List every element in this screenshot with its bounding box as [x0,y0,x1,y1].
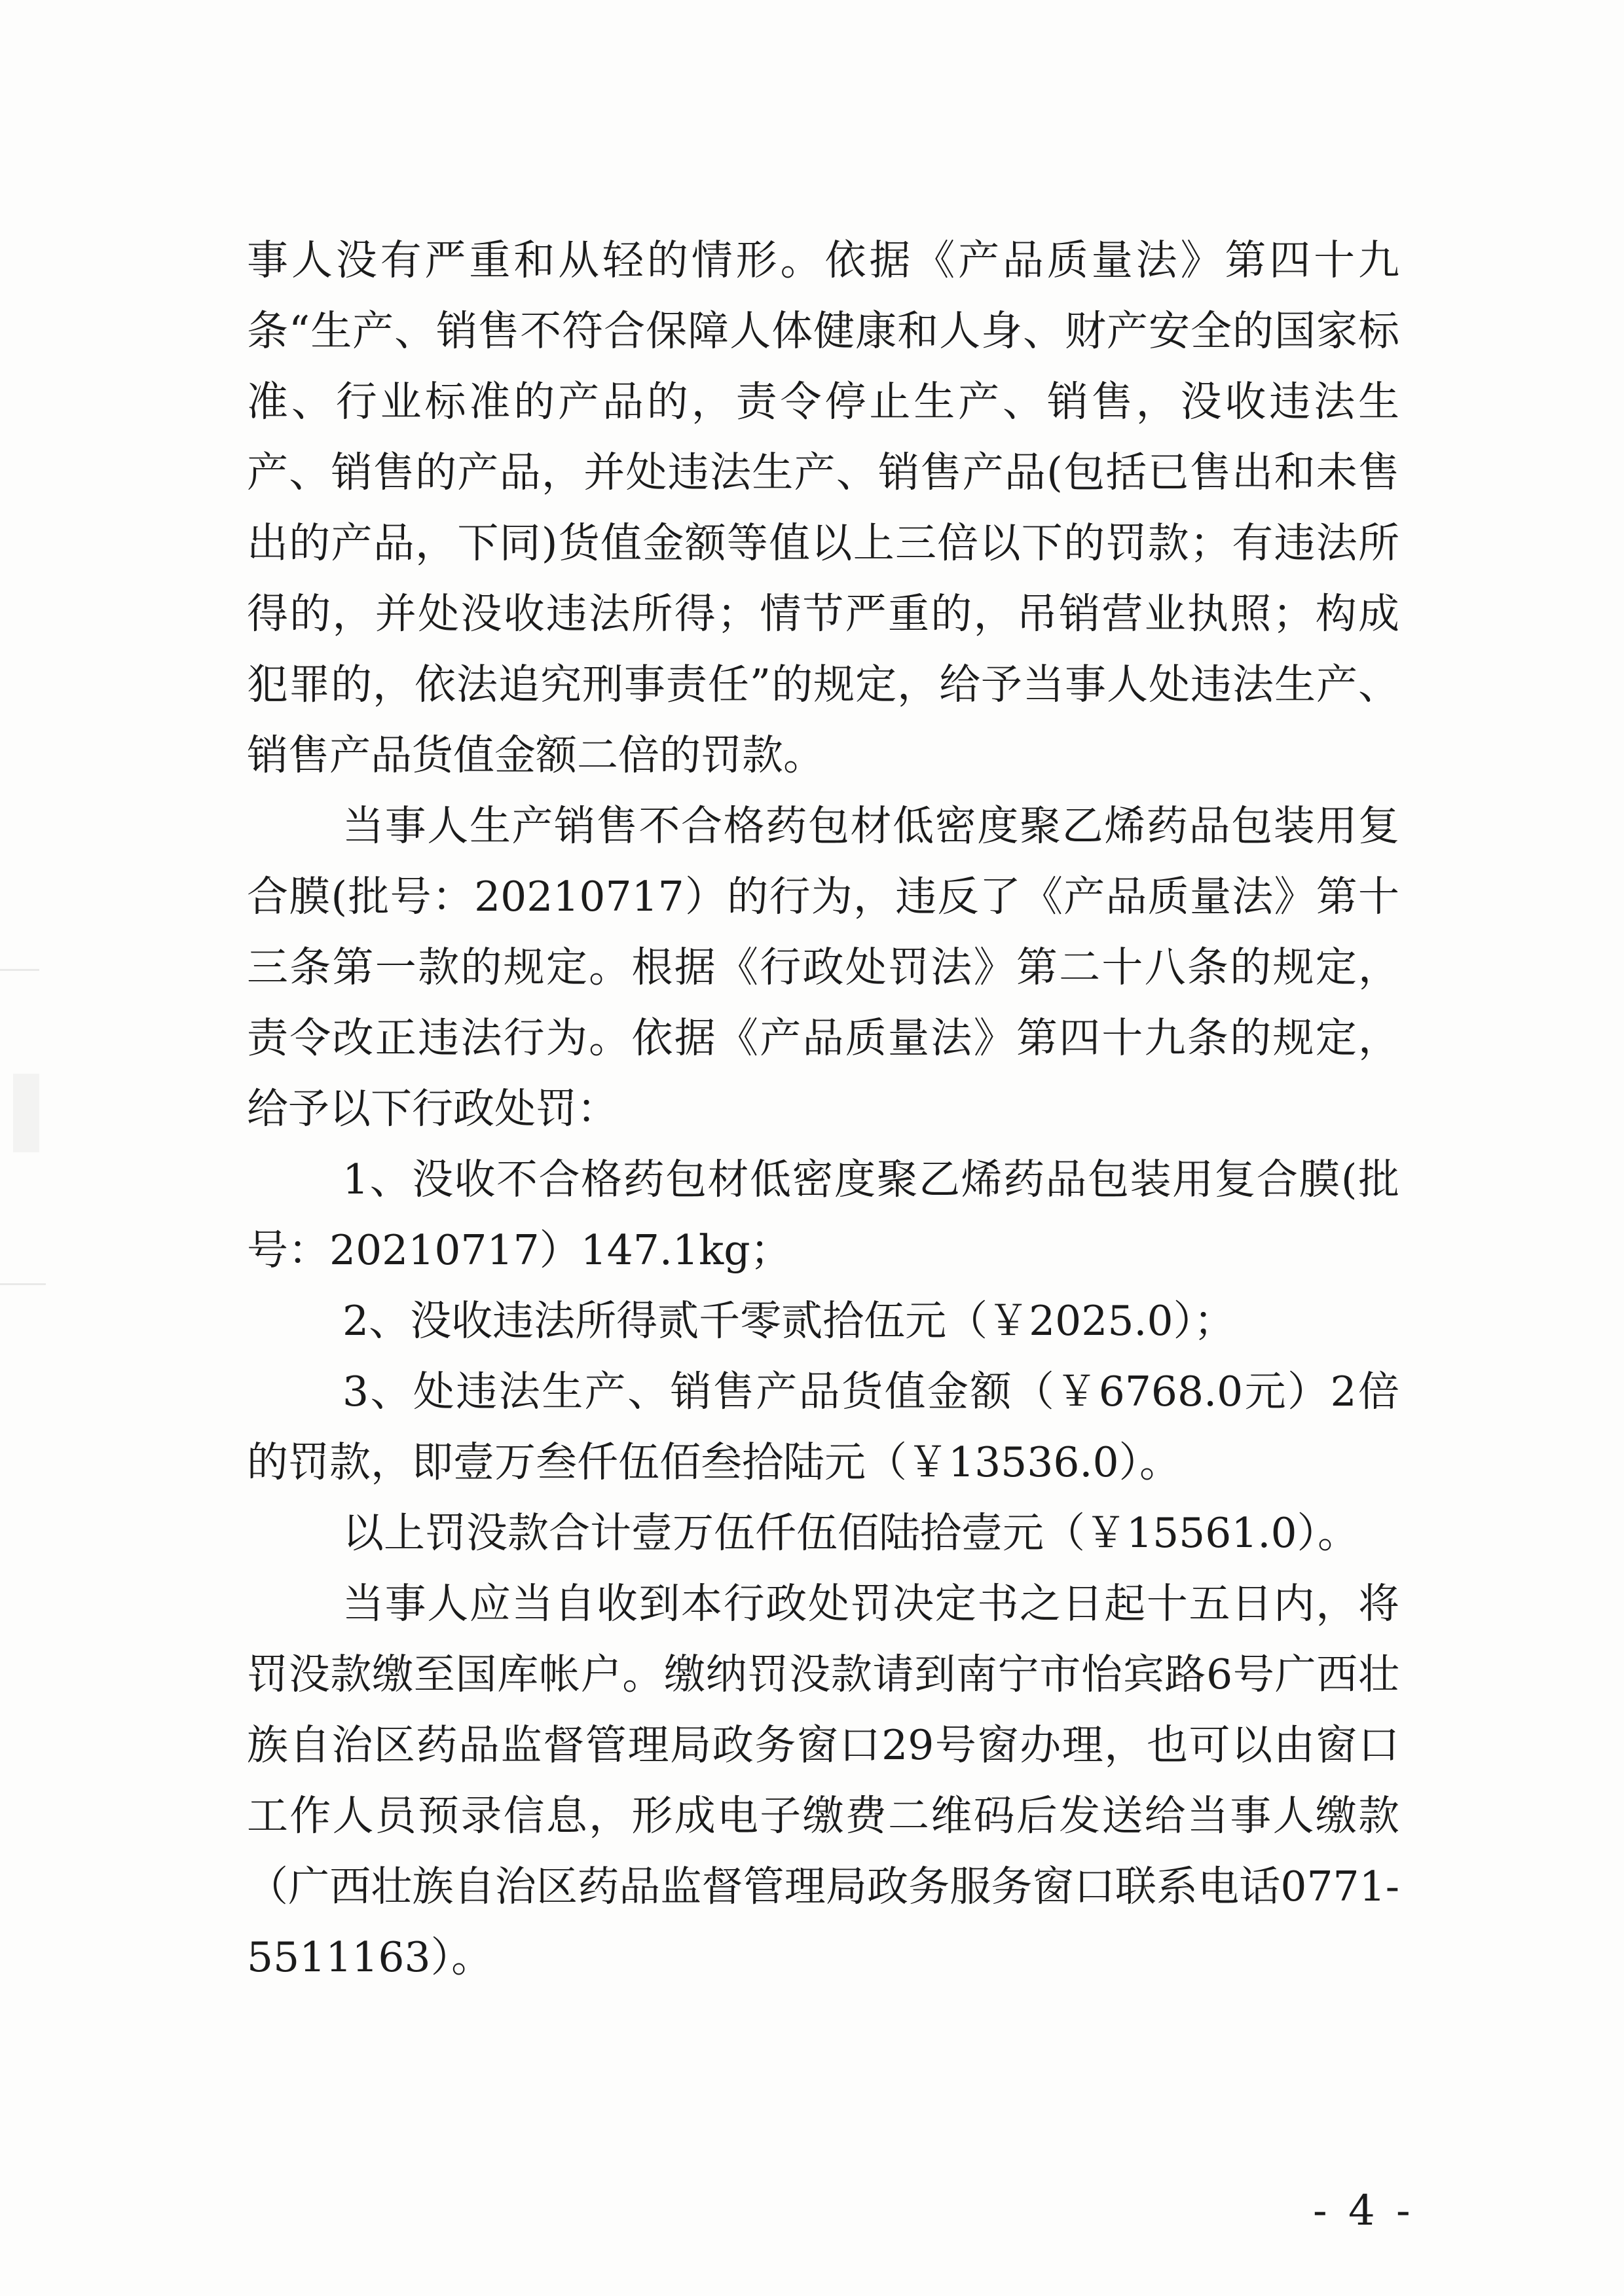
scan-artifact-mark [0,969,39,971]
penalty-total: 以上罚没款合计壹万伍仟伍佰陆拾壹元（￥15561.0）。 [342,1509,1359,1557]
paragraph: 事人没有严重和从轻的情形。依据《产品质量法》第四十九条“生产、销售不符合保障人体健康和人身、财产安全的国家标准、行业标准的产品的，责令停止生产、销售，没收违法生产、销售的产品，并处违法生产、销售产品(包括已售出和未售出的产品，下同)货值金额等值以上三倍以下的罚款；有违法所得的，并处没收违法所得；情节严重的，吊销营业执照；构成犯罪的，依法追究刑事责任”的规定，给予当事人处违法生产、销售产品货值金额二倍的罚款。 [247,236,1399,779]
penalty-item: 3、处违法生产、销售产品货值金额（￥6768.0元）2倍的罚款，即壹万叁仟伍佰叁拾陆元（￥13536.0）。 [247,1368,1399,1486]
scan-artifact-mark [0,1283,46,1285]
document-body [247,225,1399,1993]
paragraph: 当事人生产销售不合格药包材低密度聚乙烯药品包装用复合膜(批号：20210717）的行为，违反了《产品质量法》第十三条第一款的规定。根据《行政处罚法》第二十八条的规定，责令改正违法行为。依据《产品质量法》第四十九条的规定，给予以下行政处罚： [247,802,1399,1133]
page-number: - 4 - [1313,2187,1414,2235]
penalty-item: 1、没收不合格药包材低密度聚乙烯药品包装用复合膜(批号：20210717）147.1kg； [247,1156,1399,1274]
payment-instructions: 当事人应当自收到本行政处罚决定书之日起十五日内，将罚没款缴至国库帐户。缴纳罚没款请到南宁市怡宾路6号广西壮族自治区药品监督管理局政务窗口29号窗办理，也可以由窗口工作人员预录信息，形成电子缴费二维码后发送给当事人缴款（广西壮族自治区药品监督管理局政务服务窗口联系电话0771-5511163）。 [247,1580,1399,1981]
penalty-item: 2、没收违法所得贰千零贰拾伍元（￥2025.0）； [342,1297,1236,1345]
scan-artifact-mark [13,1074,39,1152]
